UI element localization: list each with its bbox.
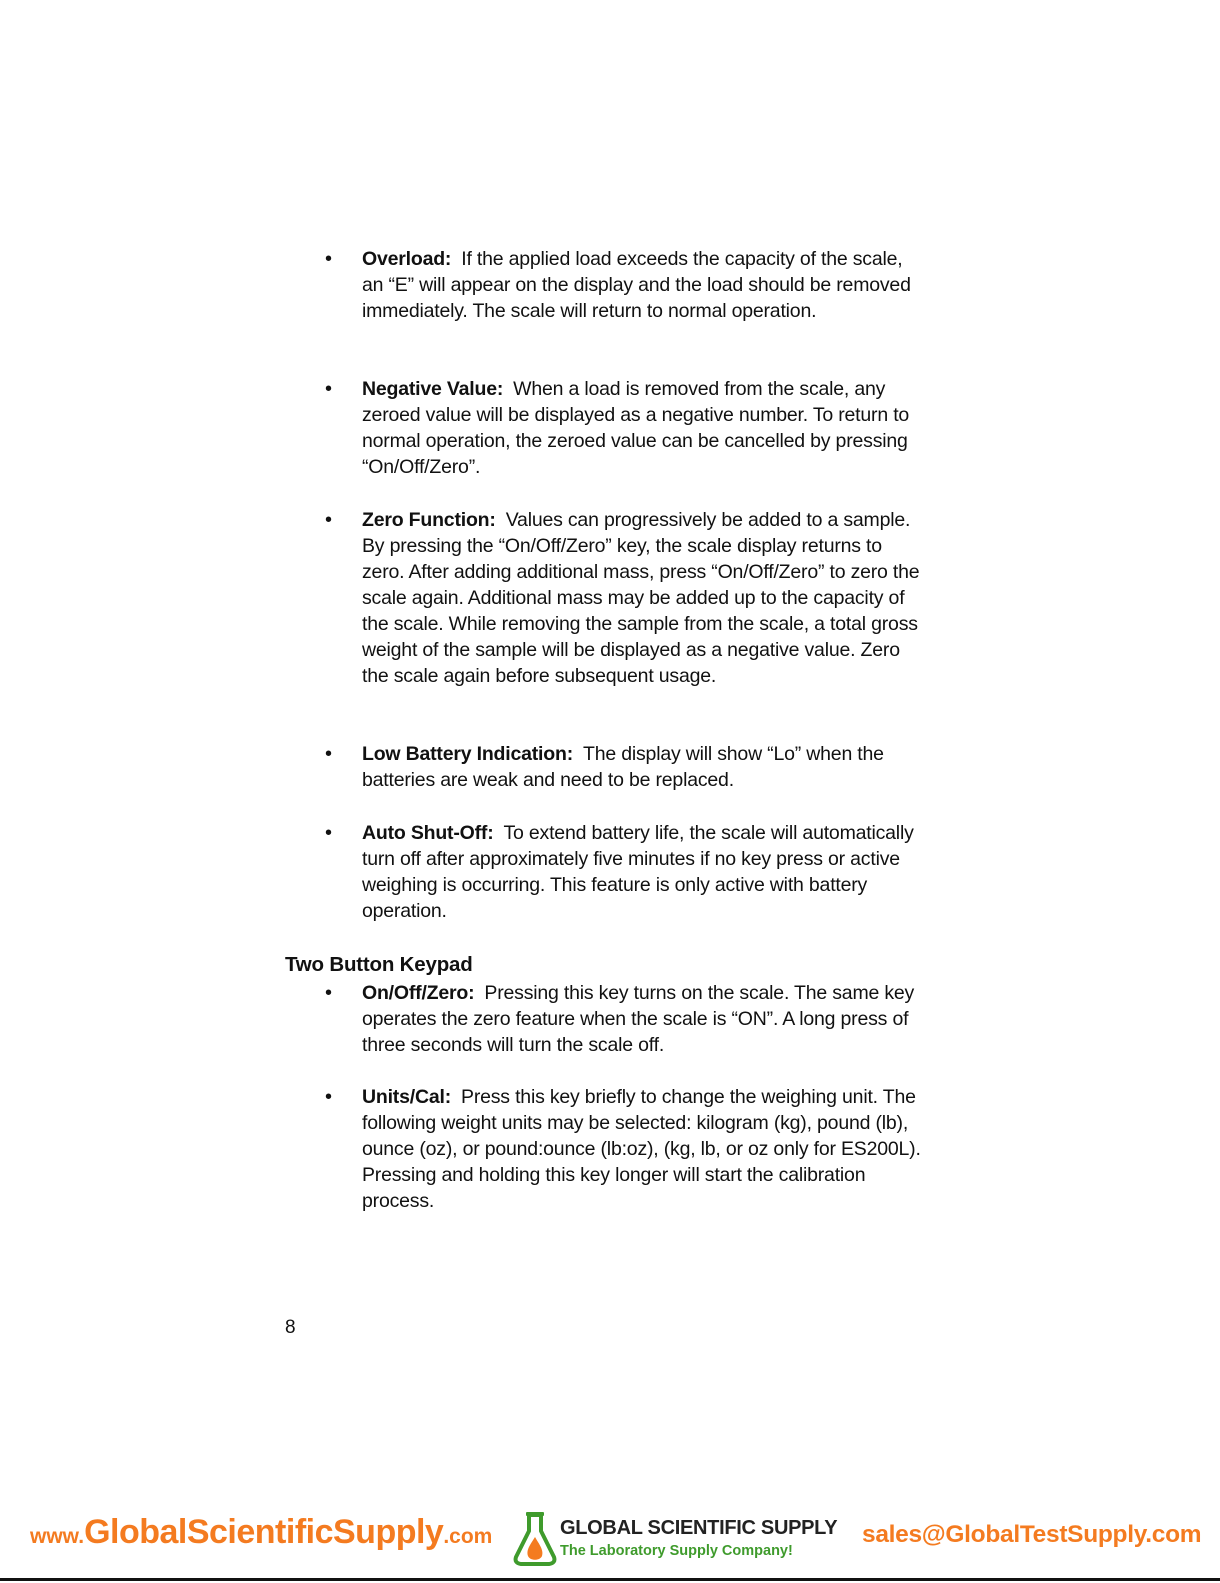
bullet-dot: •: [325, 248, 332, 270]
bullet-negative-value: [325, 376, 925, 480]
bullet-auto-shut-off: [325, 820, 925, 924]
url-prefix: www.: [30, 1525, 85, 1548]
footer-website-link[interactable]: [30, 1513, 492, 1552]
logo-tagline: The Laboratory Supply Company!: [560, 1543, 793, 1559]
bullet-term: Units/Cal:: [362, 1086, 452, 1108]
bullet-text: When a load is removed from the scale, any zeroed value will be displayed as a negative number. To return to normal operation, the zeroed value can be cancelled by pressing “On/Off/Zero”.: [362, 378, 910, 478]
url-main: GlobalScientificSupply: [84, 1513, 444, 1551]
bullet-text: Press this key briefly to change the weighing unit. The following weight units may be selected: kilogram (kg), pound (lb), ounce (oz), or pound:ounce (lb:oz), (kg, lb, or oz only for ES200L). Pressing and holding this key longer will start the calibration process.: [362, 1086, 921, 1212]
footer-email-link[interactable]: sales@GlobalTestSupply.com: [862, 1521, 1202, 1548]
bullet-text: If the applied load exceeds the capacity of the scale, an “E” will appear on the display and the load should be removed immediately. The scale will return to normal operation.: [362, 248, 911, 322]
bullet-dot: •: [325, 509, 332, 531]
bullet-text: To extend battery life, the scale will automatically turn off after approximately five minutes if no key press or active weighing is occurring. This feature is only active with battery operation.: [362, 822, 914, 922]
bullet-on-off-zero: [325, 980, 925, 1058]
bullet-term: Auto Shut-Off:: [362, 822, 494, 844]
bullet-dot: •: [325, 1086, 332, 1108]
footer: [0, 1505, 1220, 1583]
bullet-dot: •: [325, 743, 332, 765]
bullet-text: Pressing this key turns on the scale. The same key operates the zero feature when the scale is “ON”. A long press of three seconds will turn the scale off.: [362, 982, 915, 1056]
bullet-text: Values can progressively be added to a sample. By pressing the “On/Off/Zero” key, the scale display returns to zero. After adding additional mass, press “On/Off/Zero” to zero the scale again. Additional mass may be added up to the capacity of the scale. While removing the sample from the scale, a total gross weight of the sample will be displayed as a negative value. Zero the scale again before subsequent usage.: [362, 509, 920, 687]
company-logo: [512, 1511, 842, 1571]
flask-icon: [512, 1511, 558, 1567]
bullet-text: The display will show “Lo” when the batteries are weak and need to be replaced.: [362, 743, 884, 791]
bullet-units-cal: [325, 1084, 925, 1214]
bullet-term: Low Battery Indication:: [362, 743, 573, 765]
section-heading-keypad: Two Button Keypad: [285, 953, 473, 976]
bullet-overload: [325, 246, 925, 324]
bullet-term: Overload:: [362, 248, 452, 270]
bullet-dot: •: [325, 378, 332, 400]
bullet-dot: •: [325, 822, 332, 844]
bullet-term: Zero Function:: [362, 509, 496, 531]
bullet-low-battery: [325, 741, 925, 793]
footer-divider: [0, 1578, 1220, 1581]
page-number: 8: [285, 1317, 296, 1338]
bullet-term: On/Off/Zero:: [362, 982, 475, 1004]
bullet-term: Negative Value:: [362, 378, 504, 400]
bullet-zero-function: [325, 507, 925, 689]
logo-name: GLOBAL SCIENTIFIC SUPPLY: [560, 1517, 838, 1539]
url-suffix: .com: [443, 1525, 493, 1548]
bullet-dot: •: [325, 982, 332, 1004]
